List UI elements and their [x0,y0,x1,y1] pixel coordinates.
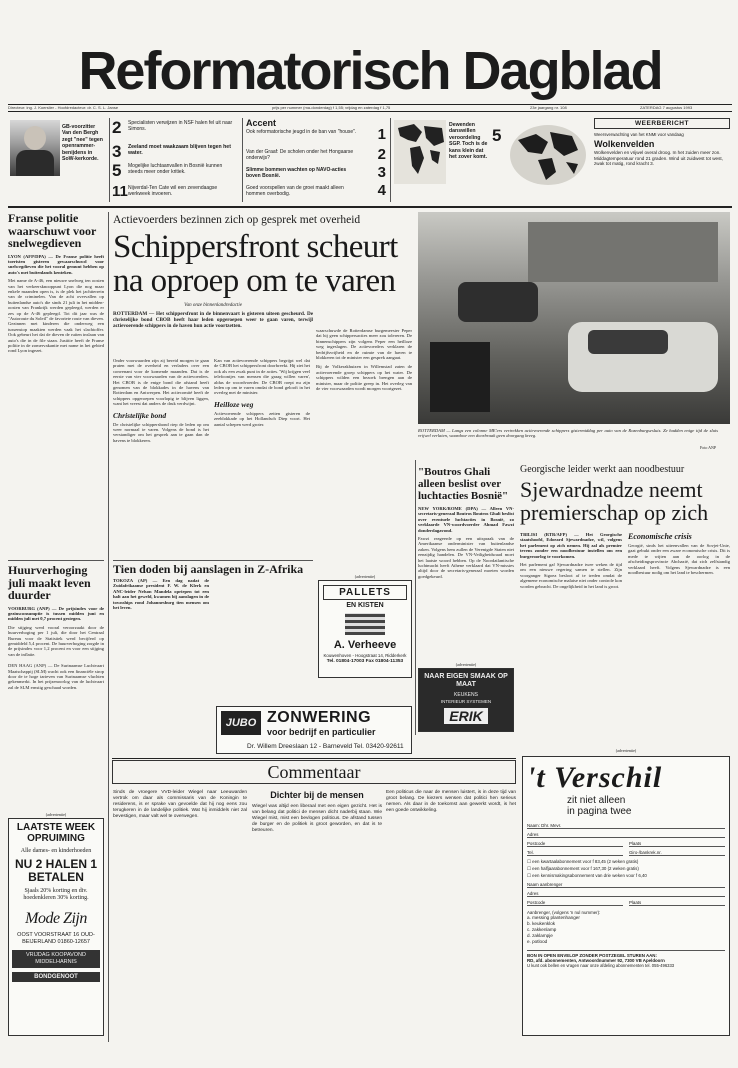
bosnia-headline[interactable]: "Boutros Ghali alleen beslist over luchtacties Bosnië" [418,466,509,502]
mid-divider [415,460,416,735]
imprint-year: 23e jaargang nr. 108 [530,105,567,110]
verschil-sub1: zit niet alleen [567,795,626,806]
weather-box [594,118,730,202]
verschil-option-2-label: een halfjaarabonnement voor f 167,30 (2 weken gratis) [532,866,639,871]
main-divider [113,560,313,561]
ad-modezijn-l3: NU 2 HALEN 1 BETALEN [14,857,97,884]
main-col2-text: Kan van actievoerende schippers begrijpt wel dat de CBOB het schippersfront doorbreekt. Hij ziet het ook als een zwak punt in de acties. 'Wij krijgen veel telefoontjes van mensen die graag willen varen', aldus de woordvoerder. De CBOB roept nu zijn leden op om te varen omdat de bond gelooft in het overleg met de minister. [214,358,310,396]
accent-item-text: Slimme bommen wachten op NAVO-acties boven Bosnië. [246,167,347,179]
verschil-field-bank[interactable]: Giro-/bankrek.nr. [629,850,725,856]
main-headline[interactable]: Schippersfront scheurt na oproep om te varen [113,229,398,299]
verschil-choice[interactable]: b. keukenklok [527,921,556,926]
verschil-field-referrer-place[interactable]: Plaats [629,900,725,906]
verschil-field-phone[interactable]: Tel. [527,850,623,856]
zafrika-article [113,562,313,576]
bosnia-lead: NEW YORK/ROME (DPA) — Alleen VN-secretaris-generaal Boutros Boutros Ghali beslist over eventuele luchtacties in Bosnië, zo verklaarde VN-woordvoerder Ahmad Fawzi donderdagavond. [418,506,514,533]
ad-zonwering[interactable] [216,706,412,754]
teaser-item[interactable] [112,142,240,161]
georgia-col1 [520,532,622,589]
ad-modezijn-l2: Alle dames- en kinderhoeden [20,848,92,854]
georgia-subhead: Economische crisis [628,532,692,541]
ad-modezijn-brand: Mode Zijn [25,910,87,927]
zafrika-col1 [113,578,209,610]
commentaar-intro: Sinds de vroegere VVD-leider Wiegel naar Leeuwarden vertrok om daar als commissaris van de Koningin te residerens, is er sprake van gevoelde dat hij nog eens zou terugkeren in de landelijke politiek. Wat hij inmiddels niet zal bevestigen, maar valt wel te overwegen. [113,790,247,819]
ad-eigen-brand: ERIK [444,708,488,724]
teaser-item-text: Specialisten verwijzen in NSF halen fel uit naar Simons. [128,120,233,132]
ad-pallets[interactable] [318,580,412,678]
teaser-item-number: 5 [112,161,122,180]
zafrika-lead: TOKOZA (AP) — Een dag nadat de Zuidafrikaanse president F. W. de Klerk en ANC-leider Nelson Mandela opriepen tot een halt aan het geweld, kwamen bij aanslagen in de townships rond Johannesburg tien mensen om het leven. [113,578,209,611]
verschil-footer2: RD, afd. abonnementen, Antwoordnummer 92, 7300 VB Apeldoorn [527,958,665,963]
teaser-bar-rule [8,206,732,208]
teaser1-text[interactable]: GB-voorzitter Van den Bergh zegt "nee" tegen openrammer-benijdens in SoW-kerkorde. [62,124,103,163]
verschil-choices [527,915,725,945]
huur-body: Die stijging werd vooral veroorzaakt door de huurverhoging per 1 juli, die door het Centraal Bureau voor de Statistiek werd becijferd op gemiddeld 5,4 procent. De huurverhoging zorgde in de prijsindex voor 1,2 procent en voor een stijging van de inflatie. [8,624,104,657]
ad-modezijn-l7: BONDGENOOT [12,972,100,982]
teaser-item[interactable] [112,161,240,183]
accent-item-text: Van der Graaf: De scholen onder het Hongaarse onderwijs? [246,149,354,161]
verschil-option-2[interactable]: ☐ een halfjaarabonnement voor f 167,30 (2 weken gratis) [527,866,639,871]
ad-pallets-brand: A. Verheeve [333,639,397,651]
georgia-kicker: Georgische leider werkt aan noodbestuur [520,464,685,475]
verschil-footer3: U kunt ook bellen en vragen naar onze afdeling abonnementen tel. 055-496333 [527,963,675,968]
commentaar-rule [112,758,516,759]
teaser-list [112,118,240,203]
ad-eigen-l2: KEUKENS [454,692,478,698]
georgia-col2-text: Georgië, sinds het uiteenvallen van de Sovjet-Unie, gaat gebukt onder een zware economische crisis. Dit is mede te wijten aan de oorlog in de afscheidingsprovincie Abchazië, dat zich zelfstandig verklaard heeft. Volgens Sjewardnadze is een noodbestuur nodig om het land te beschermen. [628,543,730,576]
teaser-item[interactable] [112,183,240,203]
ad-zonwering-l2: voor bedrijf en particulier [267,727,376,737]
verschil-option-3[interactable]: ☐ een kennismakingsabonnement van drie weken voor f 6,40 [527,873,647,878]
teaser2-text[interactable]: Dewenden danswillen veroordeling SGP. Toch is de kans klein dat het zover komt. [449,122,488,161]
verschil-choice-label: Aanbrenger, (volgens 'n nul nummer): [527,910,601,915]
ad-zonwering-l3: Dr. Willem Dreeslaan 12 - Barneveld Tel. 03420-92611 [247,743,404,750]
main-subhead-heilloze-weg: Heilloze weg [214,399,254,409]
ad-pallets-l3: Kouwenhoven - Hoogstraat 14, Ridderkerk [323,653,407,658]
georgia-headline[interactable]: Sjewardnadze neemt premierschap op zich [520,477,709,525]
ad-eigen-l1: NAAR EIGEN SMAAK OP MAAT [424,673,508,688]
teaser-divider-2 [242,118,243,202]
teaser-item-number: 3 [112,142,122,161]
ad-modezijn-l1: LAATSTE WEEK OPRUIMING [16,822,96,844]
accent-item[interactable] [246,148,386,166]
pallet-icon [345,613,385,635]
accent-item[interactable] [246,166,386,184]
left-article-huur [8,564,104,690]
main-subhead-christelijke-bond: Christelijke bond [113,410,167,420]
imprint-date: ZATERDAG 7 augustus 1993 [640,105,693,110]
verschil-sub2: in pagina twee [567,806,632,817]
ad-zonwering-brand: JUBO [221,711,261,735]
teaser-divider-3 [390,118,391,202]
left-column-divider [108,212,109,1042]
weather-sub: Weersverwachting van het KNMI voor vandaag [594,132,684,137]
accent-box [246,118,386,200]
teaser-item-number: 11 [112,183,128,200]
teaser-item[interactable] [112,118,240,142]
ad-verschil[interactable] [522,756,730,1036]
verschil-choice[interactable]: d. zaklampje [527,933,553,938]
weather-title: Wolkenvelden [594,139,655,149]
bosnia-article [418,466,514,579]
verschil-field-place[interactable]: Plaats [629,841,725,847]
commentaar-heading: Commentaar [112,760,516,784]
teaser-world-graphic [508,122,588,188]
teaser-item-text: Zeeland moet waakzaam blijven tegen het water. [128,144,231,156]
ad-eigen[interactable] [418,668,514,732]
teaser-portrait-photo [10,120,60,176]
accent-item-number: 4 [377,182,386,199]
teaser-item-text: Nijverdal-Ten Cate wil een zevendaagse werkweek invoeren. [128,185,218,197]
verschil-choice[interactable]: c. zakkenlamp [527,927,557,932]
huur-lead: VOORBURG (ANP) — De prijsindex voor de gezinsconsumptie is tussen midden juni en midden juli met 0,7 procent gestegen. [8,605,104,622]
main-col3b-text: Bij de Volkerakhuizen in Willemstad zaten de actievoerende groep schippers op het water. De schippers wilden een bezoek brengen aan de minister, maar de politie greep in. Het overleg van de vier voorwaarden wordt morgen voortgezet. [316,364,412,392]
weather-text: Wolkenvelden en vrijwel overal droog. In het zuiden meer zon. Middagtemperatuur rond 21 graden. Wind uit zuidwest tot west, zwak tot matig, rond kracht 3. [594,150,723,167]
ad-pallets-l1: PALLETS [323,585,407,600]
verschil-option-3-label: een kennismakingsabonnement van drie weken voor f 6,40 [532,873,647,878]
main-photo-police-cars [418,212,730,424]
ad-modezijn[interactable] [8,818,104,1036]
verschil-footer1: BON IN OPEN ENVELOP ZONDER POSTZEGEL STUREN AAN: [527,950,725,958]
ad-pallets-kicker: (advertentie) [354,574,376,579]
teaser-item-text: Mogelijke luchtaanvallen in Bosnië kunnen steeds meer onder kritiek. [128,163,223,175]
commentaar-body: Wiegel was altijd een liberaal met een eigen gezicht. Het is van belang dat politici de mensen dicht naderbij staan. Wie Wiegel mist, mist een bevlogen politicus. De afstand tussen de burger en de politiek is groot geworden, en dat is te betreuren. [252,804,382,833]
accent-item-text: Goed voorspellen van de groei maakt alleen hommen overbodig. [246,185,344,197]
teaser-divider-1 [109,118,110,202]
snelweg-body: Met name de A-46, een nieuwe snelweg ten oosten van het verkeersknooppunt Lyon die nog maar enkele maanden open is, is de plek het jachtterrein van de criminelen. Van de acht overvallen op buitenlandse auto's die sinds 21 juli in het midden-oosten van Frankrijk werden gepleegd, werden er zes op de A-46 gepleegd. Tot dit jaar was de "Autoroute du Soleil" de favoriete route van dieven. Gezinnen met kinderen die onderweg een tussenstop maakten werden vaak het slachtoffer. Ook gebeurt het dat de dieven de ruiten inslaan van auto's die in de file staan. Justitie heeft de Franse politie in de zomervakantie met name in het gebied rond Lyon ingezet. [8,278,104,354]
georgia-col1-text: Het parlement gaf Sjewardnadze twee weken de tijd om een nieuwe regering samen te stellen. Zijn voorganger Sigoea besloot af te treden omdat de algemene economische malaise niet onder controle kon worden gebracht. De ongelijkheid in het land is groot. [520,562,622,589]
left-divider-1 [8,560,104,561]
verschil-field-referrer[interactable]: Naam aanbrenger [527,882,725,888]
verschil-option-1[interactable]: ☐ een kwartaalabonnement voor f 83,45 (2 weken gratis) [527,859,639,864]
commentaar-title[interactable]: Dichter bij de mensen [270,790,364,800]
verschil-choice[interactable]: e. potlood [527,939,548,944]
commentaar-col3: Een politicus die naar de mensen luistert, is in deze tijd van groot belang. De kiezers wensen dat politici hen serieus nemen. Als daar in de toekomst aan gewerkt wordt, is het een goede ontwikkeling. [386,790,516,813]
bosnia-body: Fawzi reageerde op een uitspraak van de Amerikaanse onderminister van buitenlandse zaken. Volgens hem zullen de Verenigde Staten niet eenzijdig handelen. De VN-Veiligheidsraad moet het laatste woord hebben. Op de Noordatlantische luchtmacht heeft Athene verklaard dat VN-missies altijd door de secretaris-generaal moeten worden goedgekeurd. [418,536,514,579]
ad-pallets-l2: EN KISTEN [346,602,384,609]
verschil-field-postcode[interactable]: Postcode [527,841,623,847]
teaser2-number: 5 [492,126,502,145]
ad-modezijn-l4: Sjaals 20% korting en div. hoedenkleren 30% korting. [23,888,89,901]
verschil-title: 't Verschil [527,761,663,794]
verschil-choice[interactable]: a. messing plantenhanger [527,915,580,920]
georgia-col2 [628,532,730,575]
ad-pallets-l4: Tel. 01804-17003 Fax 01804-11353 [326,659,404,664]
masthead-rule-bottom [8,111,732,112]
ad-eigen-l3: INTERIEUR SYSTEMEN [440,699,492,704]
left-article-snelweg [8,212,104,464]
accent-item[interactable] [246,184,386,200]
verschil-form-label: Naam: Dhr. Mevr. [527,823,725,829]
snelweg-lead: LYON (AFP/DPA) — De Franse politie heeft toeristen gisteren gewaarschuwd voor snelwegdieven die het vooral gemunt hebben op auto's met buitenlands kenteken. [8,253,104,275]
georgia-lead: TBILISI (RTR/AFP) — Het Georgische staatshoofd, Edoeard Sjewardnadze, wil, volgens het parlement op zich nemen. Hij zal als premier tevens zonder een noodbestuur instellen om een burgeroorlog te voorkomen. [520,532,622,559]
main-lead: ROTTERDAM — Het schippersfront in de binnenvaart is gisteren uiteen gescheurd. De christelijke bond CBOB heeft haar leden opgeroepen weer te gaan varen, terwijl actievoerende schippers in de haven hun actie voortzetten. [113,311,313,329]
main-col3 [316,328,412,391]
main-col3-text: waarschuwde de Rotterdamse burgemeester Peper dat hij geen schippersacties meer zou tolereren. De binnenschippers zijn volgens Peper een heilloze weg ingeslagen. De actievoerders verklaren de bedrijfsvrijheid en de ruimte van de haven te blokkeren tot de minister een gesprek aangaat. [316,328,412,361]
accent-item-number: 1 [377,126,386,143]
main-col1 [113,358,209,443]
imprint-left: Directeur: ing. J. Koerslier - Hoofdredacteur: dr. C. S. L. Janse [8,105,119,110]
ad-modezijn-l5: OOST VOORSTRAAT 16 OUD-BEIJERLAND 01860-12657 [17,932,95,945]
main-col1-text: Onder voorwaarden zijn zij bereid morgen te gaan praten met de overheid en verladers over een convenant voor de komende maanden. Dat is de eerste van vier voorwaarden van de actievoerders. Het CBOB is de enige bond die afstand heeft genomen van de blokkades in de havens van Rotterdam en Antwerpen. Het actiecomité heeft de schippers opgeroepen voorlopig te blijven liggen, want het vreest dat anders de druk verdwijnt. [113,358,209,407]
accent-item-text: Ook reformatorische jeugd in de ban van "house". [246,129,357,135]
accent-item[interactable] [246,128,386,148]
main-col1b-text: De christelijke schippersbond riep de leden op om weer normaal te varen. Volgens de bond is het verstandiger om het gesprek aan te gaan dan de havens te blokkeren. [113,421,209,443]
verschil-field-address[interactable]: Adres [527,832,725,838]
accent-item-number: 2 [377,146,386,163]
ad-verschil-kicker: (advertentie) [615,748,637,753]
ad-modezijn-l6: VRIJDAG KOOPAVOND MIDDELHARNIS [12,950,100,968]
masthead-title: Reformatorisch Dagblad [78,41,662,101]
verschil-option-1-label: een kwartaalabonnement voor f 83,45 (2 weken gratis) [532,859,639,864]
weather-heading: WEERBERICHT [594,118,730,129]
teaser-map-graphic [394,120,446,184]
photo-caption: ROTTERDAM — Langs een colonne ME'ers vertrekken actievoerende schippers gistermiddag per auto van de Rozenburgsesluis. Ze hadden enige tijd de sluis vrijwel verlaten, waardoor een doorbraak geen doorgang kreeg. [418,428,718,439]
accent-item-number: 3 [377,164,386,181]
main-col2 [214,358,310,427]
huur-headline[interactable]: Huurverhoging juli maakt leven duurder [8,563,91,602]
teaser-item-number: 2 [112,118,122,137]
main-col2b-text: Actievoerende schippers zetten gisteren de zeeblokkade op het Hollandsch Diep voort. Het aantal schepen werd groter. [214,410,310,427]
verschil-field-referrer-postcode[interactable]: Postcode [527,900,623,906]
accent-heading: Accent [246,118,277,128]
main-byline: Van onze binnenlandredactie [184,303,242,308]
ad-modezijn-kicker: (advertentie) [45,812,67,817]
snelweg-headline[interactable]: Franse politie waarschuwt voor snelwegdieven [8,211,97,250]
huur-slm: DEN HAAG (ANP) — De Surinaamse Luchtvaart Maatschappij (SLM) wacht ook een financiële strop door de te hoge tarieven van Surinaamse vluchten gekenmerkt. In het prijzenoorlog van de luchtvaart zal de SLM ernstig geschaad worden. [8,663,104,690]
imprint-mid: prijs per nummer (ma-donderdag) f 1,55; vrijdag en zaterdag f 1,75 [272,105,391,110]
photo-credit: Foto ANP [700,445,717,450]
verschil-field-referrer-address[interactable]: Adres [527,891,725,897]
zafrika-headline[interactable]: Tien doden bij aanslagen in Z-Afrika [113,562,304,576]
ad-zonwering-l1: ZONWERING [267,709,372,726]
main-kicker: Actievoerders bezinnen zich op gesprek met overheid [113,214,361,226]
ad-eigen-kicker: (advertentie) [455,662,477,667]
